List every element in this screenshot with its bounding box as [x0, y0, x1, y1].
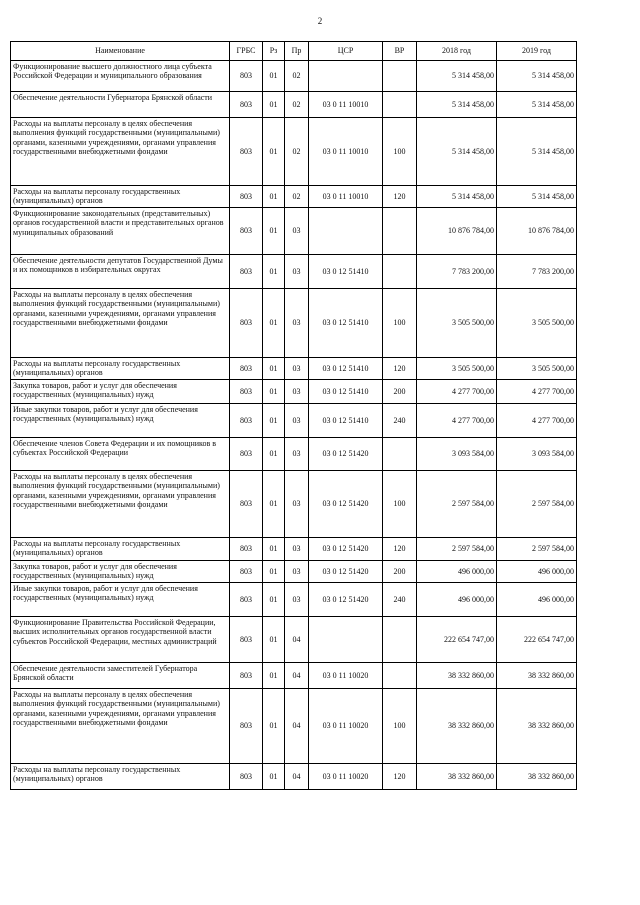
row-2019: 5 314 458,00 [497, 61, 577, 92]
row-pr: 03 [285, 358, 309, 380]
row-grbs: 803 [230, 186, 263, 208]
row-rz: 01 [263, 289, 285, 358]
row-rz: 01 [263, 118, 285, 186]
header-pr: Пр [285, 42, 309, 61]
row-csr [309, 61, 383, 92]
row-grbs: 803 [230, 61, 263, 92]
row-2019: 4 277 700,00 [497, 404, 577, 438]
row-name: Расходы на выплаты персоналу в целях обеспечения выполнения функций государственными (муниципальными) органами, казенными учреждениями, органами управления государственными внебюджетными фондами [11, 289, 230, 358]
row-pr: 04 [285, 764, 309, 790]
row-2018: 38 332 860,00 [417, 689, 497, 764]
row-name: Расходы на выплаты персоналу государственных (муниципальных) органов [11, 538, 230, 561]
row-name: Расходы на выплаты персоналу в целях обеспечения выполнения функций государственными (муниципальными) органами, казенными учреждениями, органами управления государственными внебюджетными фондами [11, 118, 230, 186]
row-rz: 01 [263, 255, 285, 289]
row-rz: 01 [263, 92, 285, 118]
row-pr: 02 [285, 61, 309, 92]
row-pr: 03 [285, 561, 309, 583]
row-name: Обеспечение деятельности заместителей Губернатора Брянской области [11, 663, 230, 689]
row-name: Закупка товаров, работ и услуг для обеспечения государственных (муниципальных) нужд [11, 561, 230, 583]
table-row [11, 61, 577, 92]
row-2019: 10 876 784,00 [497, 208, 577, 255]
table-row [11, 404, 577, 438]
row-vr [383, 617, 417, 663]
row-vr: 100 [383, 689, 417, 764]
table-row [11, 689, 577, 764]
row-csr: 03 0 12 51410 [309, 255, 383, 289]
row-2018: 38 332 860,00 [417, 764, 497, 790]
row-2019: 3 093 584,00 [497, 438, 577, 471]
row-grbs: 803 [230, 404, 263, 438]
row-vr: 100 [383, 118, 417, 186]
row-name: Расходы на выплаты персоналу государственных (муниципальных) органов [11, 764, 230, 790]
row-name: Функционирование Правительства Российской Федерации, высших исполнительных органов государственной власти субъектов Российской Федерации, местных администраций [11, 617, 230, 663]
row-grbs: 803 [230, 438, 263, 471]
row-pr: 04 [285, 689, 309, 764]
row-pr: 04 [285, 617, 309, 663]
header-vr: ВР [383, 42, 417, 61]
row-2019: 496 000,00 [497, 561, 577, 583]
row-2019: 2 597 584,00 [497, 471, 577, 538]
row-pr: 03 [285, 289, 309, 358]
row-rz: 01 [263, 561, 285, 583]
row-2019: 3 505 500,00 [497, 358, 577, 380]
row-2019: 38 332 860,00 [497, 663, 577, 689]
table-row [11, 583, 577, 617]
row-vr: 120 [383, 538, 417, 561]
row-2018: 5 314 458,00 [417, 61, 497, 92]
row-csr: 03 0 12 51420 [309, 561, 383, 583]
row-csr: 03 0 11 10010 [309, 118, 383, 186]
row-2019: 222 654 747,00 [497, 617, 577, 663]
row-pr: 02 [285, 186, 309, 208]
row-rz: 01 [263, 404, 285, 438]
row-csr: 03 0 11 10020 [309, 764, 383, 790]
row-2018: 2 597 584,00 [417, 538, 497, 561]
row-2019: 5 314 458,00 [497, 186, 577, 208]
row-rz: 01 [263, 438, 285, 471]
table-row [11, 561, 577, 583]
table-row [11, 358, 577, 380]
row-2019: 4 277 700,00 [497, 380, 577, 404]
row-grbs: 803 [230, 118, 263, 186]
row-rz: 01 [263, 583, 285, 617]
table-row [11, 617, 577, 663]
row-rz: 01 [263, 538, 285, 561]
row-2018: 5 314 458,00 [417, 186, 497, 208]
row-name: Иные закупки товаров, работ и услуг для обеспечения государственных (муниципальных) нужд [11, 583, 230, 617]
row-vr: 240 [383, 583, 417, 617]
row-grbs: 803 [230, 663, 263, 689]
header-rz: Рз [263, 42, 285, 61]
header-name: Наименование [11, 42, 230, 61]
row-csr [309, 208, 383, 255]
row-pr: 03 [285, 380, 309, 404]
row-rz: 01 [263, 380, 285, 404]
row-pr: 04 [285, 663, 309, 689]
row-vr [383, 208, 417, 255]
row-vr: 240 [383, 404, 417, 438]
row-csr: 03 0 11 10020 [309, 663, 383, 689]
row-2018: 38 332 860,00 [417, 663, 497, 689]
row-grbs: 803 [230, 583, 263, 617]
row-name: Иные закупки товаров, работ и услуг для обеспечения государственных (муниципальных) нужд [11, 404, 230, 438]
row-2019: 38 332 860,00 [497, 764, 577, 790]
row-2018: 5 314 458,00 [417, 118, 497, 186]
row-name: Закупка товаров, работ и услуг для обеспечения государственных (муниципальных) нужд [11, 380, 230, 404]
row-rz: 01 [263, 186, 285, 208]
row-vr: 100 [383, 289, 417, 358]
row-csr: 03 0 12 51420 [309, 471, 383, 538]
row-2018: 4 277 700,00 [417, 380, 497, 404]
row-csr: 03 0 12 51410 [309, 404, 383, 438]
row-2018: 3 093 584,00 [417, 438, 497, 471]
row-name: Функционирование высшего должностного лица субъекта Российской Федерации и муниципального образования [11, 61, 230, 92]
row-vr: 120 [383, 764, 417, 790]
row-2018: 3 505 500,00 [417, 289, 497, 358]
header-csr: ЦСР [309, 42, 383, 61]
row-vr: 200 [383, 380, 417, 404]
row-pr: 02 [285, 92, 309, 118]
row-csr: 03 0 11 10020 [309, 689, 383, 764]
row-2018: 496 000,00 [417, 561, 497, 583]
row-vr [383, 92, 417, 118]
row-grbs: 803 [230, 471, 263, 538]
row-pr: 02 [285, 118, 309, 186]
row-pr: 03 [285, 208, 309, 255]
row-grbs: 803 [230, 380, 263, 404]
table-row [11, 538, 577, 561]
row-pr: 03 [285, 404, 309, 438]
row-csr: 03 0 12 51410 [309, 380, 383, 404]
row-2018: 4 277 700,00 [417, 404, 497, 438]
row-vr [383, 438, 417, 471]
row-2018: 496 000,00 [417, 583, 497, 617]
table-body [11, 61, 577, 790]
row-pr: 03 [285, 538, 309, 561]
row-pr: 03 [285, 471, 309, 538]
row-rz: 01 [263, 208, 285, 255]
row-2019: 5 314 458,00 [497, 118, 577, 186]
row-rz: 01 [263, 617, 285, 663]
table-row [11, 380, 577, 404]
row-vr [383, 61, 417, 92]
row-name: Расходы на выплаты персоналу государственных (муниципальных) органов [11, 186, 230, 208]
table-row [11, 118, 577, 186]
row-name: Расходы на выплаты персоналу государственных (муниципальных) органов [11, 358, 230, 380]
header-2019: 2019 год [497, 42, 577, 61]
row-csr: 03 0 11 10010 [309, 92, 383, 118]
row-2018: 10 876 784,00 [417, 208, 497, 255]
header-grbs: ГРБС [230, 42, 263, 61]
table-header-row [11, 42, 577, 61]
row-2018: 2 597 584,00 [417, 471, 497, 538]
row-2019: 496 000,00 [497, 583, 577, 617]
row-rz: 01 [263, 471, 285, 538]
table-row [11, 438, 577, 471]
row-vr: 100 [383, 471, 417, 538]
row-rz: 01 [263, 663, 285, 689]
row-grbs: 803 [230, 561, 263, 583]
row-vr: 120 [383, 186, 417, 208]
page-number: 2 [317, 16, 323, 26]
row-2018: 222 654 747,00 [417, 617, 497, 663]
row-rz: 01 [263, 358, 285, 380]
row-rz: 01 [263, 764, 285, 790]
row-pr: 03 [285, 583, 309, 617]
row-csr: 03 0 11 10010 [309, 186, 383, 208]
row-grbs: 803 [230, 358, 263, 380]
row-csr: 03 0 12 51420 [309, 583, 383, 617]
row-vr: 200 [383, 561, 417, 583]
row-vr [383, 255, 417, 289]
table-row [11, 764, 577, 790]
row-grbs: 803 [230, 208, 263, 255]
row-2019: 38 332 860,00 [497, 689, 577, 764]
row-grbs: 803 [230, 92, 263, 118]
header-2018: 2018 год [417, 42, 497, 61]
table-row [11, 92, 577, 118]
table-row [11, 663, 577, 689]
row-2018: 3 505 500,00 [417, 358, 497, 380]
row-name: Обеспечение членов Совета Федерации и их помощников в субъектах Российской Федерации [11, 438, 230, 471]
row-grbs: 803 [230, 617, 263, 663]
row-grbs: 803 [230, 764, 263, 790]
row-csr: 03 0 12 51410 [309, 289, 383, 358]
table-row [11, 289, 577, 358]
row-rz: 01 [263, 61, 285, 92]
row-pr: 03 [285, 438, 309, 471]
table-row [11, 255, 577, 289]
row-pr: 03 [285, 255, 309, 289]
table-row [11, 208, 577, 255]
row-grbs: 803 [230, 255, 263, 289]
row-2018: 5 314 458,00 [417, 92, 497, 118]
row-vr: 120 [383, 358, 417, 380]
row-2019: 2 597 584,00 [497, 538, 577, 561]
row-2019: 5 314 458,00 [497, 92, 577, 118]
row-csr: 03 0 12 51410 [309, 358, 383, 380]
row-name: Функционирование законодательных (представительных) органов государственной власти и представительных органов муниципальных образований [11, 208, 230, 255]
row-csr [309, 617, 383, 663]
row-name: Обеспечение деятельности Губернатора Брянской области [11, 92, 230, 118]
row-rz: 01 [263, 689, 285, 764]
row-grbs: 803 [230, 689, 263, 764]
row-csr: 03 0 12 51420 [309, 538, 383, 561]
row-grbs: 803 [230, 538, 263, 561]
row-2019: 7 783 200,00 [497, 255, 577, 289]
table-row [11, 471, 577, 538]
budget-table [10, 41, 577, 790]
table-row [11, 186, 577, 208]
row-name: Расходы на выплаты персоналу в целях обеспечения выполнения функций государственными (муниципальными) органами, казенными учреждениями, органами управления государственными внебюджетными фондами [11, 471, 230, 538]
row-2019: 3 505 500,00 [497, 289, 577, 358]
row-2018: 7 783 200,00 [417, 255, 497, 289]
row-vr [383, 663, 417, 689]
row-grbs: 803 [230, 289, 263, 358]
row-csr: 03 0 12 51420 [309, 438, 383, 471]
row-name: Расходы на выплаты персоналу в целях обеспечения выполнения функций государственными (муниципальными) органами, казенными учреждениями, органами управления государственными внебюджетными фондами [11, 689, 230, 764]
row-name: Обеспечение деятельности депутатов Государственной Думы и их помощников в избирательных округах [11, 255, 230, 289]
